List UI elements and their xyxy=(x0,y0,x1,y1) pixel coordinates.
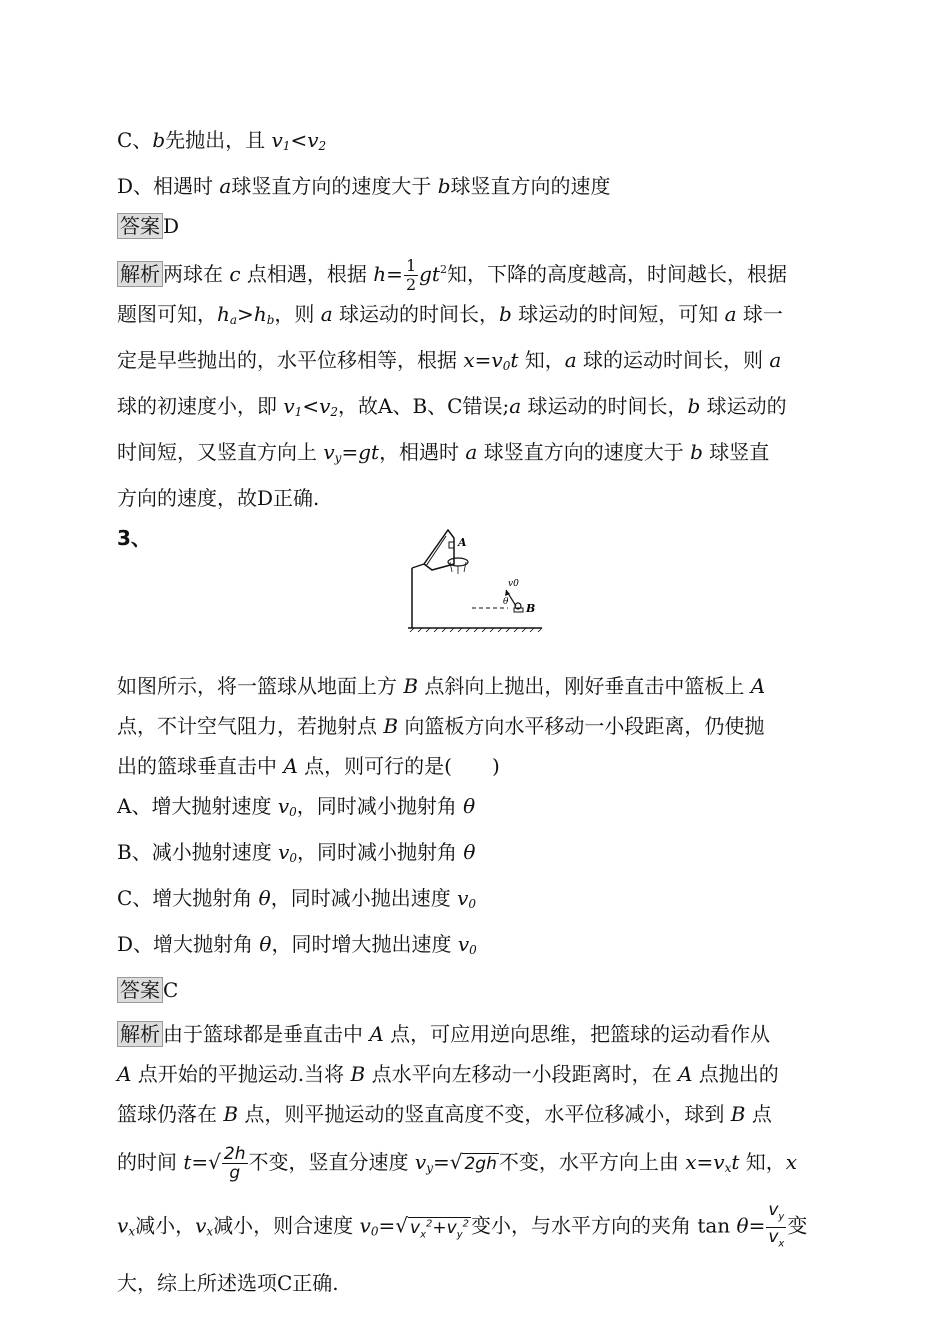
q2-analysis-line5: 时间短，又竖直方向上 $v_y=gt$，相遇时 a 球竖直方向的速度大于 b 球竖直 xyxy=(117,440,770,465)
q2-analysis-line4: 球的初速度小，即 $v_1<v_2$，故A、B、C错误;a 球运动的时间长，b 球运动的 xyxy=(117,394,787,419)
q3-analysis-line5: $v_x$减小，$v_x$减小，则合速度 $v_0=√$ $v_x^2+v_y^2$ 变小，与水平方向的夹角 tan θ= $\frac{v_y}{v_x}$ 变 xyxy=(117,1200,808,1250)
q3-stem-line1: 如图所示，将一篮球从地面上方 B 点斜向上抛出，刚好垂直击中篮板上 A xyxy=(117,674,766,698)
answer-tag: 答案 xyxy=(117,977,163,1003)
q2-answer: 答案 D xyxy=(117,206,837,246)
q3-stem-line3: 出的篮球垂直击中 A 点，则可行的是( ) xyxy=(117,754,500,778)
q2-option-c: C、b先抛出，且 $v_1<v_2$ xyxy=(117,128,327,153)
basketball-figure xyxy=(408,528,544,632)
q3-option-d: D、增大抛射角 θ，同时增大抛出速度 $v_0$ xyxy=(117,932,477,957)
q3-option-a: A、增大抛射速度 $v_0$，同时减小抛射角 θ xyxy=(117,794,476,819)
label-v0: v0 xyxy=(508,579,519,589)
q2-analysis-line3: 定是早些抛出的，水平位移相等，根据 $x=v_0t$ 知，a 球的运动时间长，则 a xyxy=(117,348,782,373)
q3-stem-line2: 点，不计空气阻力，若抛射点 B 向篮板方向水平移动一小段距离，仍使抛 xyxy=(117,714,765,738)
q3-analysis-line2: A 点开始的平抛运动.当将 B 点水平向左移动一小段距离时，在 A 点抛出的 xyxy=(117,1062,779,1086)
hoop xyxy=(448,558,468,566)
q2-option-d: D、相遇时 a球竖直方向的速度大于 b球竖直方向的速度 xyxy=(117,174,611,198)
q3-option-b: B、减小抛射速度 $v_0$，同时减小抛射角 θ xyxy=(117,840,476,865)
q3-analysis-line6: 大，综上所述选项C正确. xyxy=(117,1271,339,1296)
document-body xyxy=(117,120,837,1303)
backboard-edge xyxy=(426,536,446,566)
analysis-tag: 解析 xyxy=(117,1021,163,1047)
q3-number: 3、 xyxy=(117,526,151,550)
analysis-tag: 解析 xyxy=(117,261,163,287)
q2-analysis-line2: 题图可知，$h_a>h_b$，则 a 球运动的时间长，b 球运动的时间短，可知 a 球一 xyxy=(117,302,783,327)
pole-arm xyxy=(412,564,424,568)
q2-analysis-line6: 方向的速度，故D正确. xyxy=(117,486,320,510)
q3-analysis-line4: 的时间 t=√ $\frac{2h}{g}$ 不变，竖直分速度 $v_y=√$ 2gh 不变，水平方向上由 $x=v_xt$ 知，x xyxy=(117,1144,798,1183)
label-a: A xyxy=(458,536,467,549)
q3-analysis-line3: 篮球仍落在 B 点，则平抛运动的竖直高度不变，水平位移减小，球到 B 点 xyxy=(117,1102,772,1126)
q2-analysis-line1: 解析 两球在 c 点相遇，根据 h= $\frac{1}{2}$ $gt^2$知，下降的高度越高，时间越长，根据 xyxy=(117,250,837,294)
q3-option-c: C、增大抛射角 θ，同时减小抛出速度 $v_0$ xyxy=(117,886,477,911)
label-theta: θ xyxy=(503,597,509,607)
answer-tag: 答案 xyxy=(117,213,163,239)
q3-answer: 答案 C xyxy=(117,970,837,1010)
label-b: B xyxy=(526,602,536,615)
q3-analysis-line1: 解析 由于篮球都是垂直击中 A 点，可应用逆向思维，把篮球的运动看作从 xyxy=(117,1014,837,1054)
